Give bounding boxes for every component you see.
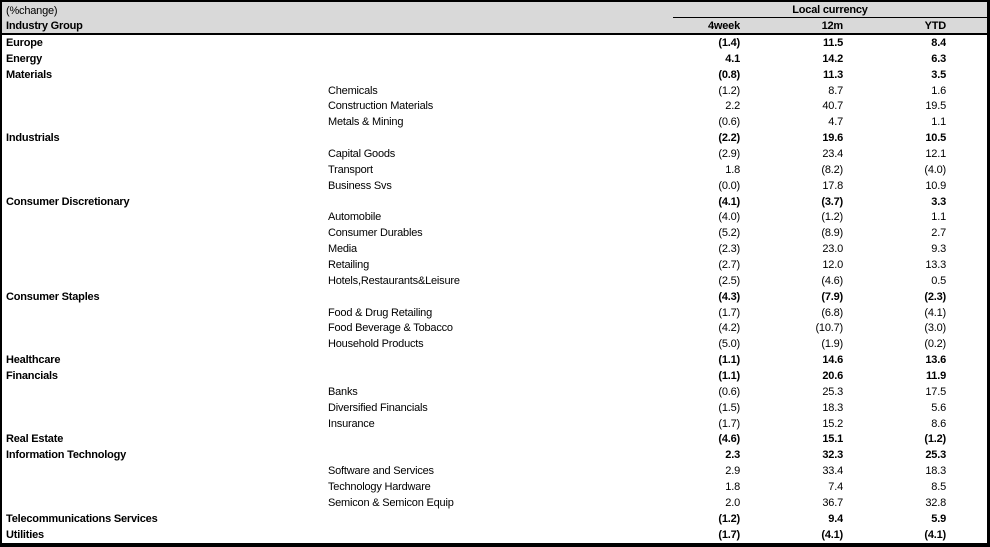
- value-ytd: (1.2): [924, 433, 946, 446]
- value-12m: (1.9): [821, 338, 843, 351]
- value-4week: (2.3): [718, 243, 740, 256]
- value-12m: 23.0: [822, 243, 843, 256]
- table-row: [2, 130, 987, 146]
- value-ytd: 0.5: [931, 274, 946, 287]
- value-12m: 25.3: [822, 385, 843, 398]
- value-4week: (1.7): [718, 417, 740, 430]
- industry-label: Real Estate: [6, 433, 64, 446]
- value-4week: (4.6): [718, 433, 740, 446]
- table-row: [2, 384, 987, 400]
- table-row: [2, 527, 987, 543]
- value-ytd: 25.3: [925, 449, 946, 462]
- table-row: [2, 305, 987, 321]
- industry-label: Household Products: [328, 338, 424, 351]
- table-row: [2, 257, 987, 273]
- value-12m: (3.7): [821, 195, 843, 208]
- industry-label: Capital Goods: [328, 147, 396, 160]
- industry-label: Utilities: [6, 528, 44, 541]
- value-4week: 4.1: [725, 52, 740, 65]
- value-12m: (10.7): [815, 322, 843, 335]
- value-4week: (4.2): [718, 322, 740, 335]
- industry-label: Chemicals: [328, 84, 378, 97]
- value-4week: 2.0: [725, 496, 740, 509]
- value-12m: 8.7: [828, 84, 843, 97]
- industry-label: Consumer Durables: [328, 227, 423, 240]
- column-header-4week: 4week: [707, 20, 740, 32]
- table-row: [2, 447, 987, 463]
- table-row: [2, 35, 987, 51]
- table-row: [2, 336, 987, 352]
- value-ytd: 13.6: [925, 354, 946, 367]
- value-12m: 9.4: [828, 512, 843, 525]
- value-ytd: (0.2): [924, 338, 946, 351]
- value-ytd: 5.9: [931, 512, 946, 525]
- value-ytd: 9.3: [931, 243, 946, 256]
- industry-label: Food & Drug Retailing: [328, 306, 433, 319]
- table-header: [2, 2, 987, 35]
- table-row: [2, 320, 987, 336]
- industry-label: Construction Materials: [328, 100, 434, 113]
- table-row: [2, 178, 987, 194]
- industry-label: Software and Services: [328, 465, 434, 478]
- industry-label: Diversified Financials: [328, 401, 428, 414]
- value-4week: (1.5): [718, 401, 740, 414]
- value-12m: 4.7: [828, 116, 843, 129]
- value-12m: 32.3: [822, 449, 843, 462]
- percent-change-label: (%change): [6, 5, 58, 17]
- value-4week: (0.0): [718, 179, 740, 192]
- industry-label: Technology Hardware: [328, 480, 431, 493]
- value-4week: (1.1): [718, 369, 740, 382]
- value-4week: 2.2: [725, 100, 740, 113]
- table-row: [2, 511, 987, 527]
- industry-label: Materials: [6, 68, 52, 81]
- value-12m: (8.2): [821, 163, 843, 176]
- table-row: [2, 273, 987, 289]
- value-ytd: 6.3: [931, 52, 946, 65]
- value-4week: (2.5): [718, 274, 740, 287]
- table-row: [2, 416, 987, 432]
- value-ytd: 2.7: [931, 227, 946, 240]
- value-4week: 2.3: [725, 449, 740, 462]
- value-ytd: 5.6: [931, 401, 946, 414]
- industry-label: Semicon & Semicon Equip: [328, 496, 454, 509]
- value-ytd: 1.6: [931, 84, 946, 97]
- table-row: [2, 241, 987, 257]
- value-12m: 18.3: [822, 401, 843, 414]
- industry-label: Telecommunications Services: [6, 512, 158, 525]
- value-ytd: (4.1): [924, 306, 946, 319]
- industry-label: Metals & Mining: [328, 116, 404, 129]
- value-12m: 36.7: [822, 496, 843, 509]
- table-row: [2, 463, 987, 479]
- table-row: [2, 209, 987, 225]
- value-ytd: 1.1: [931, 116, 946, 129]
- table-row: [2, 400, 987, 416]
- table-row: [2, 98, 987, 114]
- table-row: [2, 114, 987, 130]
- value-4week: (5.2): [718, 227, 740, 240]
- value-12m: 14.6: [822, 354, 843, 367]
- value-4week: (0.6): [718, 116, 740, 129]
- industry-label: Food Beverage & Tobacco: [328, 322, 453, 335]
- value-12m: (6.8): [821, 306, 843, 319]
- industry-label: Insurance: [328, 417, 375, 430]
- value-ytd: (4.0): [924, 163, 946, 176]
- value-ytd: 32.8: [925, 496, 946, 509]
- value-ytd: 3.3: [931, 195, 946, 208]
- value-12m: (8.9): [821, 227, 843, 240]
- value-ytd: 10.9: [925, 179, 946, 192]
- value-ytd: 1.1: [931, 211, 946, 224]
- industry-label: Automobile: [328, 211, 382, 224]
- industry-label: Information Technology: [6, 449, 127, 462]
- value-4week: (4.3): [718, 290, 740, 303]
- value-12m: 15.1: [822, 433, 843, 446]
- value-ytd: 10.5: [925, 132, 946, 145]
- value-4week: (1.1): [718, 354, 740, 367]
- table-row: [2, 194, 987, 210]
- value-12m: 23.4: [822, 147, 843, 160]
- industry-label: Healthcare: [6, 354, 61, 367]
- value-4week: 1.8: [725, 163, 740, 176]
- value-4week: (0.6): [718, 385, 740, 398]
- value-12m: 11.5: [822, 36, 843, 49]
- table-row: [2, 479, 987, 495]
- value-12m: 33.4: [822, 465, 843, 478]
- value-12m: (4.1): [821, 528, 843, 541]
- industry-label: Consumer Staples: [6, 290, 100, 303]
- value-4week: (1.2): [718, 84, 740, 97]
- column-header-12m: 12m: [821, 20, 843, 32]
- value-4week: (1.2): [718, 512, 740, 525]
- industry-label: Hotels,Restaurants&Leisure: [328, 274, 460, 287]
- industry-label: Industrials: [6, 132, 60, 145]
- industry-label: Banks: [328, 385, 358, 398]
- value-ytd: 8.6: [931, 417, 946, 430]
- value-4week: (0.8): [718, 68, 740, 81]
- industry-label: Europe: [6, 36, 43, 49]
- value-12m: 11.3: [822, 68, 843, 81]
- value-12m: (4.6): [821, 274, 843, 287]
- value-4week: (2.9): [718, 147, 740, 160]
- table-row: [2, 51, 987, 67]
- value-ytd: (2.3): [924, 290, 946, 303]
- industry-label: Financials: [6, 369, 58, 382]
- industry-group-column-header: Industry Group: [6, 20, 83, 32]
- table-row: [2, 162, 987, 178]
- value-ytd: 18.3: [925, 465, 946, 478]
- value-ytd: 17.5: [925, 385, 946, 398]
- industry-label: Business Svs: [328, 179, 392, 192]
- value-4week: (2.2): [718, 132, 740, 145]
- value-ytd: 3.5: [931, 68, 946, 81]
- value-4week: (1.7): [718, 528, 740, 541]
- table-row: [2, 495, 987, 511]
- value-12m: 12.0: [822, 258, 843, 271]
- table-row: [2, 67, 987, 83]
- local-currency-group-header: Local currency: [673, 3, 987, 18]
- value-ytd: (4.1): [924, 528, 946, 541]
- value-12m: 20.6: [822, 369, 843, 382]
- value-4week: (5.0): [718, 338, 740, 351]
- industry-label: Transport: [328, 163, 373, 176]
- value-ytd: 8.5: [931, 480, 946, 493]
- value-12m: 17.8: [822, 179, 843, 192]
- value-12m: (7.9): [821, 290, 843, 303]
- industry-label: Energy: [6, 52, 43, 65]
- value-12m: 40.7: [822, 100, 843, 113]
- industry-label: Consumer Discretionary: [6, 195, 130, 208]
- industry-label: Media: [328, 243, 357, 256]
- table-row: [2, 146, 987, 162]
- table-row: [2, 431, 987, 447]
- value-4week: (1.4): [718, 36, 740, 49]
- value-ytd: 13.3: [925, 258, 946, 271]
- value-4week: 1.8: [725, 480, 740, 493]
- value-4week: 2.9: [725, 465, 740, 478]
- value-4week: (1.7): [718, 306, 740, 319]
- value-ytd: 12.1: [925, 147, 946, 160]
- table-row: [2, 83, 987, 99]
- value-12m: 14.2: [822, 52, 843, 65]
- value-ytd: 19.5: [925, 100, 946, 113]
- table-row: [2, 225, 987, 241]
- value-ytd: 8.4: [931, 36, 946, 49]
- industry-label: Retailing: [328, 258, 370, 271]
- value-4week: (2.7): [718, 258, 740, 271]
- value-4week: (4.1): [718, 195, 740, 208]
- value-4week: (4.0): [718, 211, 740, 224]
- value-12m: 7.4: [828, 480, 843, 493]
- table-row: [2, 352, 987, 368]
- value-12m: (1.2): [821, 211, 843, 224]
- table-row: [2, 289, 987, 305]
- table-row: [2, 368, 987, 384]
- value-12m: 19.6: [822, 132, 843, 145]
- value-ytd: (3.0): [924, 322, 946, 335]
- column-header-ytd: YTD: [924, 20, 946, 32]
- value-12m: 15.2: [822, 417, 843, 430]
- table-body: [2, 35, 987, 543]
- value-ytd: 11.9: [925, 369, 946, 382]
